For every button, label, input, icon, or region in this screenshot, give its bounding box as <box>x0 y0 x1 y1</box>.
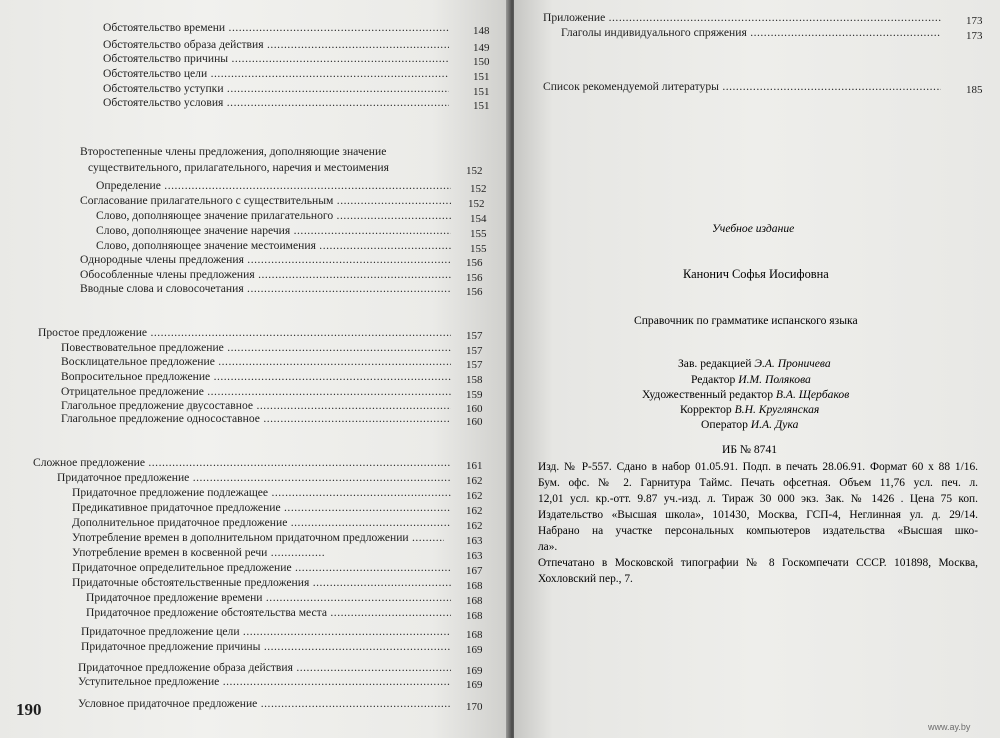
toc-entry-page: 163 <box>466 550 483 562</box>
toc-entry-page: 173 <box>966 30 983 42</box>
toc-entry <box>72 561 491 577</box>
toc-entry <box>80 194 491 210</box>
credit-line: Оператор И.А. Дука <box>701 418 799 431</box>
toc-entry-title: Определение ..... <box>96 179 451 195</box>
toc-entry-title: Простое предложение ..... <box>38 326 451 342</box>
credit-line: Зав. редакцией Э.А. Проничева <box>678 357 831 370</box>
imprint-line: Набрано на участке персональных компьютеров издательства «Высшая шко- <box>538 525 978 537</box>
toc-entry-title: Придаточное предложение времени ..... <box>86 591 451 607</box>
toc-entry-page: 155 <box>470 228 487 240</box>
credit-line: Художественный редактор В.А. Щербаков <box>642 388 850 401</box>
toc-entry-title: Употребление времен в дополнительном придаточном предложении ..... <box>72 531 444 547</box>
toc-entry-page: 148 <box>473 25 490 37</box>
toc-entry-page: 160 <box>466 416 483 428</box>
toc-entry-page: 167 <box>466 565 483 577</box>
toc-entry-page: 157 <box>466 345 483 357</box>
toc-entry-title: Обстоятельство причины ..... <box>103 52 449 68</box>
toc-entry <box>81 640 491 656</box>
toc-entry-page: 156 <box>466 286 483 298</box>
imprint-block <box>538 459 978 587</box>
credit-line: Редактор И.М. Полякова <box>691 373 811 386</box>
imprint-line: Бум. офс. № 2. Гарнитура Таймс. Печать офсетная. Объем 11,76 усл. печ. л. <box>538 477 978 489</box>
toc-entry-title: Обстоятельство образа действия ..... <box>103 38 449 54</box>
toc-entry <box>80 282 491 298</box>
toc-entry-page: 162 <box>466 490 483 502</box>
toc-entry-title: Глагольное предложение односоставное ..... <box>61 412 451 428</box>
toc-entry-page: 162 <box>466 520 483 532</box>
toc-entry-page: 157 <box>466 330 483 342</box>
toc-entry-title: Список рекомендуемой литературы ..... <box>543 80 941 96</box>
toc-entry <box>86 591 491 607</box>
toc-entry-page: 156 <box>466 272 483 284</box>
toc-entry <box>78 697 491 713</box>
toc-entry-title: Вводные слова и словосочетания ..... <box>80 282 451 298</box>
toc-entry-page: 152 <box>470 183 487 195</box>
toc-entry-title: Условное придаточное предложение ..... <box>78 697 451 713</box>
toc-entry-page: 168 <box>466 580 483 592</box>
toc-entry-title: Повествовательное предложение ..... <box>61 341 451 357</box>
book-title: Справочник по грамматике испанского языка <box>634 314 858 327</box>
watermark: www.ay.by <box>928 722 971 732</box>
toc-entry-page: 169 <box>466 644 483 656</box>
imprint-line: Хохловский пер., 7. <box>538 573 633 585</box>
toc-entry-title: Обстоятельство условия ..... <box>103 96 449 112</box>
imprint-line: Издательство «Высшая школа», 101430, Москва, ГСП-4, Неглинная ул. д. 29/14. <box>538 509 978 521</box>
toc-entry <box>80 253 491 269</box>
toc-entry-page: 169 <box>466 665 483 677</box>
toc-entry-page: 160 <box>466 403 483 415</box>
toc-entry-page: 151 <box>473 71 490 83</box>
toc-heading-multiline: Второстепенные члены предложения, дополняющие значение существительного, прилагательного, наречия и местоимения <box>80 145 389 174</box>
toc-entry <box>72 531 491 547</box>
toc-entry-page: 162 <box>466 505 483 517</box>
toc-entry-page: 152 <box>468 198 485 210</box>
toc-entry-page: 159 <box>466 389 483 401</box>
toc-entry <box>33 456 491 472</box>
imprint-line: ла». <box>538 541 558 553</box>
toc-entry-title: Употребление времен в косвенной речи ..... <box>72 546 324 562</box>
toc-entry-page: 162 <box>466 475 483 487</box>
toc-entry-title: Обособленные члены предложения ..... <box>80 268 451 284</box>
toc-entry-title: Однородные члены предложения ..... <box>80 253 451 269</box>
toc-entry-title: Предикативное придаточное предложение ..... <box>72 501 451 517</box>
toc-entry-title: Отрицательное предложение ..... <box>61 385 451 401</box>
toc-entry-title: Слово, дополняющее значение прилагательного ..... <box>96 209 451 225</box>
toc-entry-page: 154 <box>470 213 487 225</box>
toc-entry <box>72 516 491 532</box>
toc-entry-page: 149 <box>473 42 490 54</box>
toc-entry-title: Восклицательное предложение ..... <box>61 355 451 371</box>
toc-entry-page: 169 <box>466 679 483 691</box>
toc-entry <box>72 576 491 592</box>
toc-entry-page: 168 <box>466 595 483 607</box>
toc-entry-page: 151 <box>473 86 490 98</box>
toc-entry <box>72 501 491 517</box>
toc-entry <box>96 224 491 240</box>
toc-entry <box>96 179 491 195</box>
toc-entry-title: Придаточное предложение подлежащее ..... <box>72 486 451 502</box>
toc-entry-title: Вопросительное предложение ..... <box>61 370 451 386</box>
toc-entry-title: Придаточное предложение ..... <box>57 471 451 487</box>
toc-entry-page: 168 <box>466 629 483 641</box>
toc-entry <box>103 21 491 37</box>
imprint-line: 12,01 усл. кр.-отт. 9.87 уч.-изд. л. Тираж 30 000 экз. Зак. № 1426 . Цена 75 коп. <box>538 493 978 505</box>
ib-number: ИБ № 8741 <box>722 443 778 456</box>
toc-entry-title: Придаточное определительное предложение ..... <box>72 561 451 577</box>
toc-entry-page: 170 <box>466 701 483 713</box>
toc-entry-page: 161 <box>466 460 483 472</box>
toc-entry <box>543 11 988 27</box>
toc-entry <box>96 209 491 225</box>
toc-entry-title: Сложное предложение ..... <box>33 456 451 472</box>
toc-entry <box>103 67 491 83</box>
toc-entry-page: 152 <box>466 165 483 177</box>
toc-entry-title: Уступительное предложение ..... <box>78 675 451 691</box>
toc-entry <box>561 26 988 42</box>
toc-entry-title: Глаголы индивидуального спряжения ..... <box>561 26 941 42</box>
toc-entry-title: Приложение ..... <box>543 11 941 27</box>
toc-entry-title: Дополнительное придаточное предложение ..... <box>72 516 451 532</box>
toc-entry-title: Придаточное предложение цели ..... <box>81 625 451 641</box>
toc-entry-page: 185 <box>966 84 983 96</box>
toc-entry <box>38 326 491 342</box>
toc-entry-page: 168 <box>466 610 483 622</box>
toc-entry <box>81 625 491 641</box>
toc-entry <box>72 486 491 502</box>
toc-entry <box>57 471 491 487</box>
edition-type: Учебное издание <box>712 222 795 235</box>
toc-entry-page: 173 <box>966 15 983 27</box>
imprint-line: Отпечатано в Московской типографии № 8 Госкомпечати СССР. 101898, Москва, <box>538 557 978 569</box>
toc-entry-title: Обстоятельство времени ..... <box>103 21 449 37</box>
toc-entry-title: Слово, дополняющее значение наречия ..... <box>96 224 451 240</box>
toc-entry-page: 150 <box>473 56 490 68</box>
toc-entry <box>61 412 491 428</box>
toc-entry-title: Согласование прилагательного с существительным ..... <box>80 194 451 210</box>
imprint-line: Изд. № Р-557. Сдано в набор 01.05.91. Подп. в печать 28.06.91. Формат 60 x 88 1/16. <box>538 461 978 473</box>
toc-entry-title: Обстоятельство цели ..... <box>103 67 449 83</box>
toc-entry-title: Придаточные обстоятельственные предложения ..... <box>72 576 451 592</box>
toc-entry <box>103 96 491 112</box>
toc-entry <box>72 546 491 562</box>
toc-entry-page: 158 <box>466 374 483 386</box>
toc-entry-title: Придаточное предложение обстоятельства места ..... <box>86 606 451 622</box>
toc-entry-page: 157 <box>466 359 483 371</box>
toc-entry-title: Придаточное предложение образа действия ..... <box>78 661 451 677</box>
author-name: Канонич Софья Иосифовна <box>683 267 829 281</box>
toc-entry <box>61 355 491 371</box>
toc-entry-page: 155 <box>470 243 487 255</box>
toc-entry-title: Обстоятельство уступки ..... <box>103 82 449 98</box>
toc-entry-title: Слово, дополняющее значение местоимения ..... <box>96 239 451 255</box>
toc-entry-title: Глагольное предложение двусоставное ..... <box>61 399 451 415</box>
toc-entry <box>78 675 491 691</box>
toc-entry <box>543 80 988 96</box>
page-number: 190 <box>16 700 42 719</box>
toc-entry-title: Придаточное предложение причины ..... <box>81 640 451 656</box>
toc-entry <box>103 52 491 68</box>
toc-entry-page: 163 <box>466 535 483 547</box>
toc-entry <box>61 370 491 386</box>
credit-line: Корректор В.Н. Круглянская <box>680 403 820 416</box>
toc-entry-page: 151 <box>473 100 490 112</box>
toc-entry-page: 156 <box>466 257 483 269</box>
toc-entry <box>86 606 491 622</box>
